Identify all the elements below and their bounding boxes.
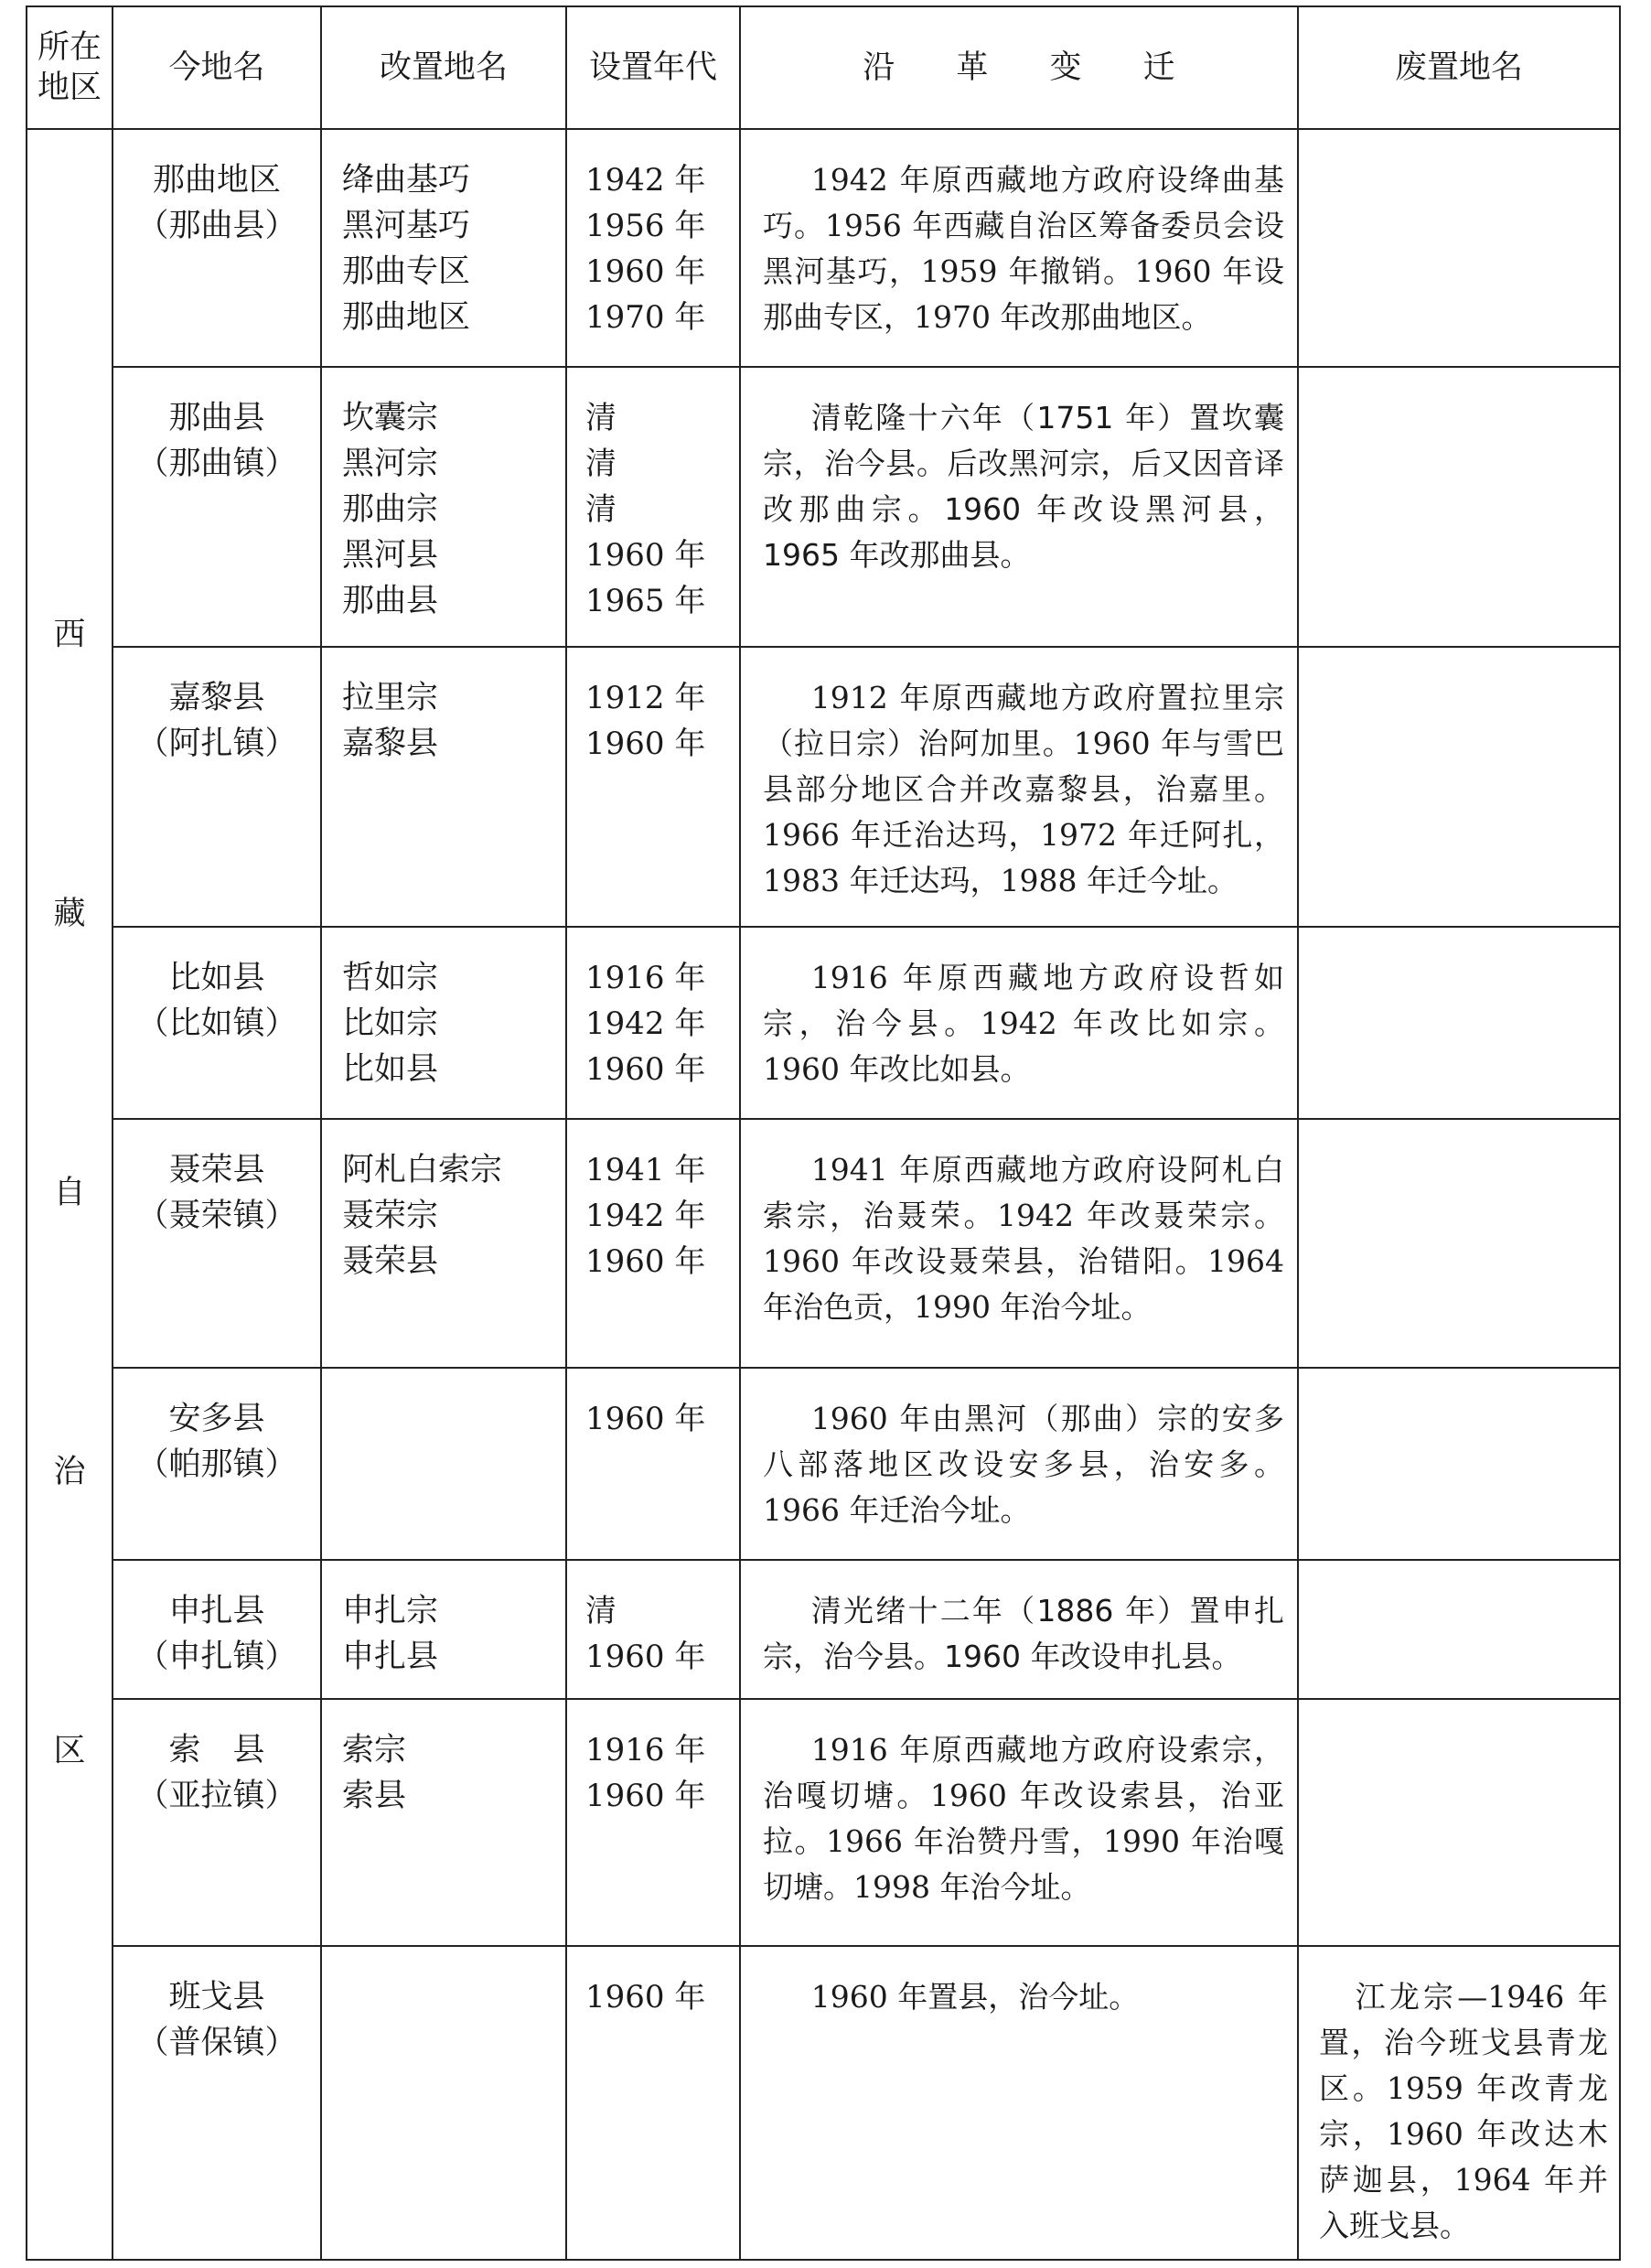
table-row bbox=[27, 1699, 1620, 1946]
changed-name-cell bbox=[321, 1368, 566, 1560]
history-cell: 1960 年置县，治今址。 bbox=[740, 1946, 1298, 2260]
current-name-cell: 那曲县 （那曲镇） bbox=[113, 367, 321, 647]
changed-name-cell: 坎囊宗 黑河宗 那曲宗 黑河县 那曲县 bbox=[321, 367, 566, 647]
year-cell: 1960 年 bbox=[566, 1368, 740, 1560]
table-row bbox=[27, 1946, 1620, 2260]
year-cell: 1960 年 bbox=[566, 1946, 740, 2260]
table-row bbox=[27, 1368, 1620, 1560]
current-name-cell: 索 县 （亚拉镇） bbox=[113, 1699, 321, 1946]
history-cell: 清乾隆十六年（1751 年）置坎囊宗，治今县。后改黑河宗，后又因音译改那曲宗。1960 年改设黑河县，1965 年改那曲县。 bbox=[740, 367, 1298, 647]
header-changed-name: 改置地名 bbox=[321, 6, 566, 129]
current-name-cell: 申扎县 （申扎镇） bbox=[113, 1560, 321, 1699]
year-cell: 1942 年 1956 年 1960 年 1970 年 bbox=[566, 129, 740, 367]
abolished-cell bbox=[1298, 1368, 1620, 1560]
changed-name-cell: 哲如宗 比如宗 比如县 bbox=[321, 927, 566, 1119]
current-name-cell: 比如县 （比如镇） bbox=[113, 927, 321, 1119]
region-cell bbox=[27, 129, 113, 2260]
region-char: 自 bbox=[53, 1175, 86, 1211]
year-cell: 1912 年 1960 年 bbox=[566, 647, 740, 927]
abolished-cell bbox=[1298, 367, 1620, 647]
changed-name-cell: 索宗 索县 bbox=[321, 1699, 566, 1946]
year-cell: 1941 年 1942 年 1960 年 bbox=[566, 1119, 740, 1368]
changed-name-cell: 阿札白索宗 聂荣宗 聂荣县 bbox=[321, 1119, 566, 1368]
region-char: 藏 bbox=[53, 896, 86, 932]
current-name-cell: 班戈县 （普保镇） bbox=[113, 1946, 321, 2260]
year-cell: 清 1960 年 bbox=[566, 1560, 740, 1699]
region-char: 治 bbox=[53, 1454, 86, 1490]
abolished-cell bbox=[1298, 1119, 1620, 1368]
region-char: 区 bbox=[53, 1733, 86, 1769]
abolished-cell bbox=[1298, 1699, 1620, 1946]
table-row bbox=[27, 1560, 1620, 1699]
changed-name-cell: 申扎宗 申扎县 bbox=[321, 1560, 566, 1699]
table-row bbox=[27, 927, 1620, 1119]
abolished-cell bbox=[1298, 1560, 1620, 1699]
current-name-cell: 那曲地区 （那曲县） bbox=[113, 129, 321, 367]
current-name-cell: 安多县 （帕那镇） bbox=[113, 1368, 321, 1560]
history-cell: 1960 年由黑河（那曲）宗的安多八部落地区改设安多县，治安多。1966 年迁治今址。 bbox=[740, 1368, 1298, 1560]
changed-name-cell: 拉里宗 嘉黎县 bbox=[321, 647, 566, 927]
current-name-cell: 嘉黎县 （阿扎镇） bbox=[113, 647, 321, 927]
header-current-name: 今地名 bbox=[113, 6, 321, 129]
history-cell: 1916 年原西藏地方政府设索宗，治嘎切塘。1960 年改设索县，治亚拉。1966 年治赞丹雪，1990 年治嘎切塘。1998 年治今址。 bbox=[740, 1699, 1298, 1946]
table-row bbox=[27, 1119, 1620, 1368]
changed-name-cell: 绛曲基巧 黑河基巧 那曲专区 那曲地区 bbox=[321, 129, 566, 367]
header-history: 沿 革 变 迁 bbox=[740, 6, 1298, 129]
table-row bbox=[27, 367, 1620, 647]
history-cell: 1916 年原西藏地方政府设哲如宗，治今县。1942 年改比如宗。1960 年改比如县。 bbox=[740, 927, 1298, 1119]
changed-name-cell bbox=[321, 1946, 566, 2260]
header-abolished: 废置地名 bbox=[1298, 6, 1620, 129]
table-row bbox=[27, 647, 1620, 927]
history-cell: 1942 年原西藏地方政府设绛曲基巧。1956 年西藏自治区筹备委员会设黑河基巧，1959 年撤销。1960 年设那曲专区，1970 年改那曲地区。 bbox=[740, 129, 1298, 367]
history-cell: 1941 年原西藏地方政府设阿札白索宗，治聂荣。1942 年改聂荣宗。1960 年改设聂荣县，治错阳。1964 年治色贡，1990 年治今址。 bbox=[740, 1119, 1298, 1368]
table-row bbox=[27, 129, 1620, 367]
header-region: 所在地区 bbox=[27, 6, 113, 129]
abolished-cell: 江龙宗—1946 年置，治今班戈县青龙区。1959 年改青龙宗，1960 年改达木萨迦县，1964 年并入班戈县。 bbox=[1298, 1946, 1620, 2260]
history-cell: 1912 年原西藏地方政府置拉里宗（拉日宗）治阿加里。1960 年与雪巴县部分地区合并改嘉黎县，治嘉里。1966 年迁治达玛，1972 年迁阿扎，1983 年迁达玛，1988 年迁今址。 bbox=[740, 647, 1298, 927]
region-char: 西 bbox=[53, 617, 86, 653]
abolished-cell bbox=[1298, 129, 1620, 367]
header-row bbox=[27, 6, 1620, 129]
year-cell: 1916 年 1960 年 bbox=[566, 1699, 740, 1946]
current-name-cell: 聂荣县 （聂荣镇） bbox=[113, 1119, 321, 1368]
abolished-cell bbox=[1298, 647, 1620, 927]
year-cell: 1916 年 1942 年 1960 年 bbox=[566, 927, 740, 1119]
admin-history-table bbox=[26, 5, 1621, 2261]
abolished-cell bbox=[1298, 927, 1620, 1119]
header-year: 设置年代 bbox=[566, 6, 740, 129]
history-cell: 清光绪十二年（1886 年）置申扎宗，治今县。1960 年改设申扎县。 bbox=[740, 1560, 1298, 1699]
year-cell: 清 清 清 1960 年 1965 年 bbox=[566, 367, 740, 647]
